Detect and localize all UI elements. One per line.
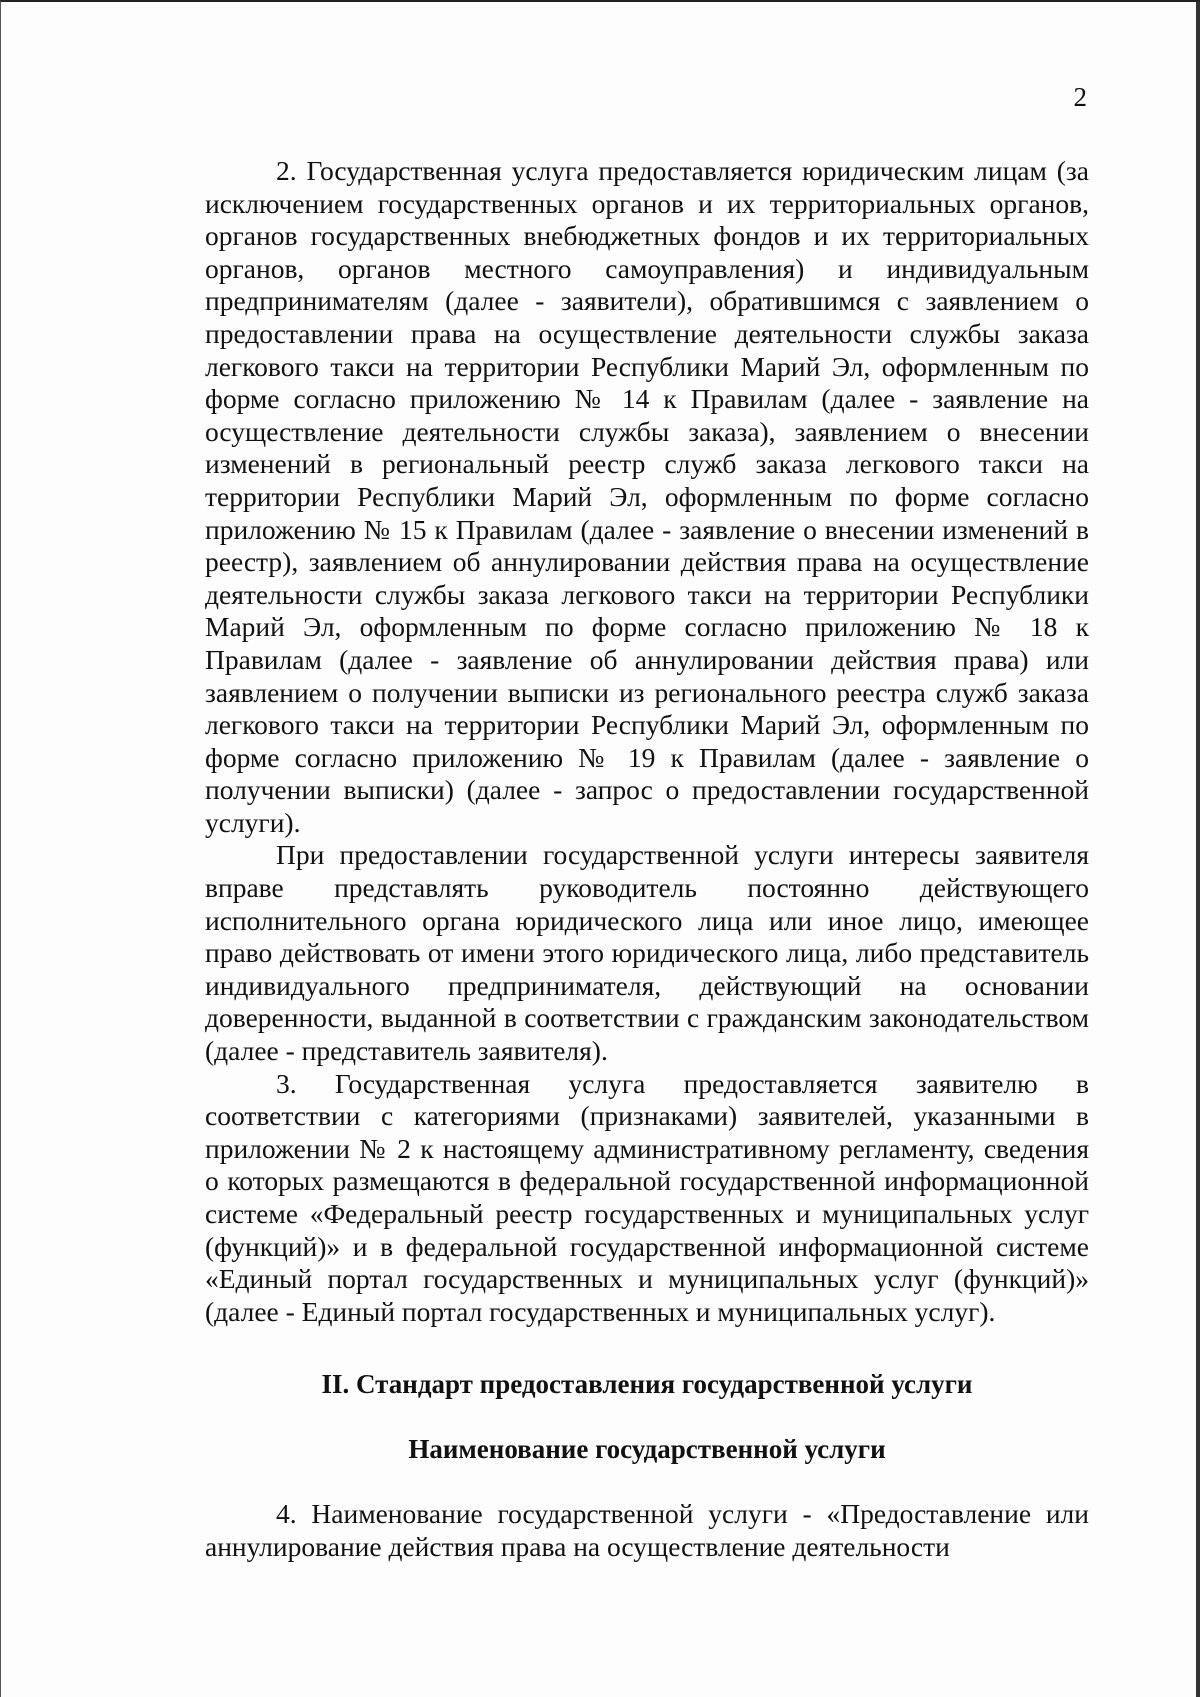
paragraph-2: 2. Государственная услуга предоставляется юридическим лицам (за исключением государственных органов и их территориальных органов, органов государственных внебюджетных фондов и их территориальных органов, органов местного самоуправления) и индивидуальным предпринимателям (далее - заявители), обратившимся с заявлением о предоставлении права на осуществление деятельности службы заказа легкового такси на территории Республики Марий Эл, оформленным по форме согласно приложению № 14 к Правилам (далее - заявление на осуществление деятельности службы заказа), заявлением о внесении изменений в региональный реестр служб заказа легкового такси на территории Республики Марий Эл, оформленным по форме согласно приложению № 15 к Правилам (далее - заявление о внесении изменений в реестр), заявлением об аннулировании действия права на осуществление деятельности службы заказа легкового такси на территории Республики Марий Эл, оформленным по форме согласно приложению № 18 к Правилам (далее - заявление об аннулировании действия права) или заявлением о получении выписки из регионального реестра служб заказа легкового такси на территории Республики Марий Эл, оформленным по форме согласно приложению № 19 к Правилам (далее - заявление о получении выписки) (далее - запрос о предоставлении государственной услуги). — [205, 155, 1089, 838]
subsection-heading: Наименование государственной услуги — [408, 1434, 886, 1465]
document-body — [205, 155, 1089, 1564]
paragraph-4: 4. Наименование государственной услуги - «Предоставление или аннулирование действия права на осуществление деятельности — [205, 1498, 1089, 1562]
section-heading: II. Стандарт предоставления государственной услуги — [321, 1369, 973, 1400]
page-number: 2 — [1073, 82, 1087, 112]
paragraph-representative: При предоставлении государственной услуги интересы заявителя вправе представлять руководитель постоянно действующего исполнительного органа юридического лица или иное лицо, имеющее право действовать от имени этого юридического лица, либо представитель индивидуального предпринимателя, действующий на основании доверенности, выданной в соответствии с гражданским законодательством (далее - представитель заявителя). — [205, 839, 1089, 1067]
paragraph-3: 3. Государственная услуга предоставляется заявителю в соответствии с категориями (признаками) заявителей, указанными в приложении № 2 к настоящему административному регламенту, сведения о которых размещаются в федеральной государственной информационной системе «Федеральный реестр государственных и муниципальных услуг (функций)» и в федеральной государственной информационной системе «Единый портал государственных и муниципальных услуг (функций)» (далее - Единый портал государственных и муниципальных услуг). — [205, 1067, 1089, 1327]
